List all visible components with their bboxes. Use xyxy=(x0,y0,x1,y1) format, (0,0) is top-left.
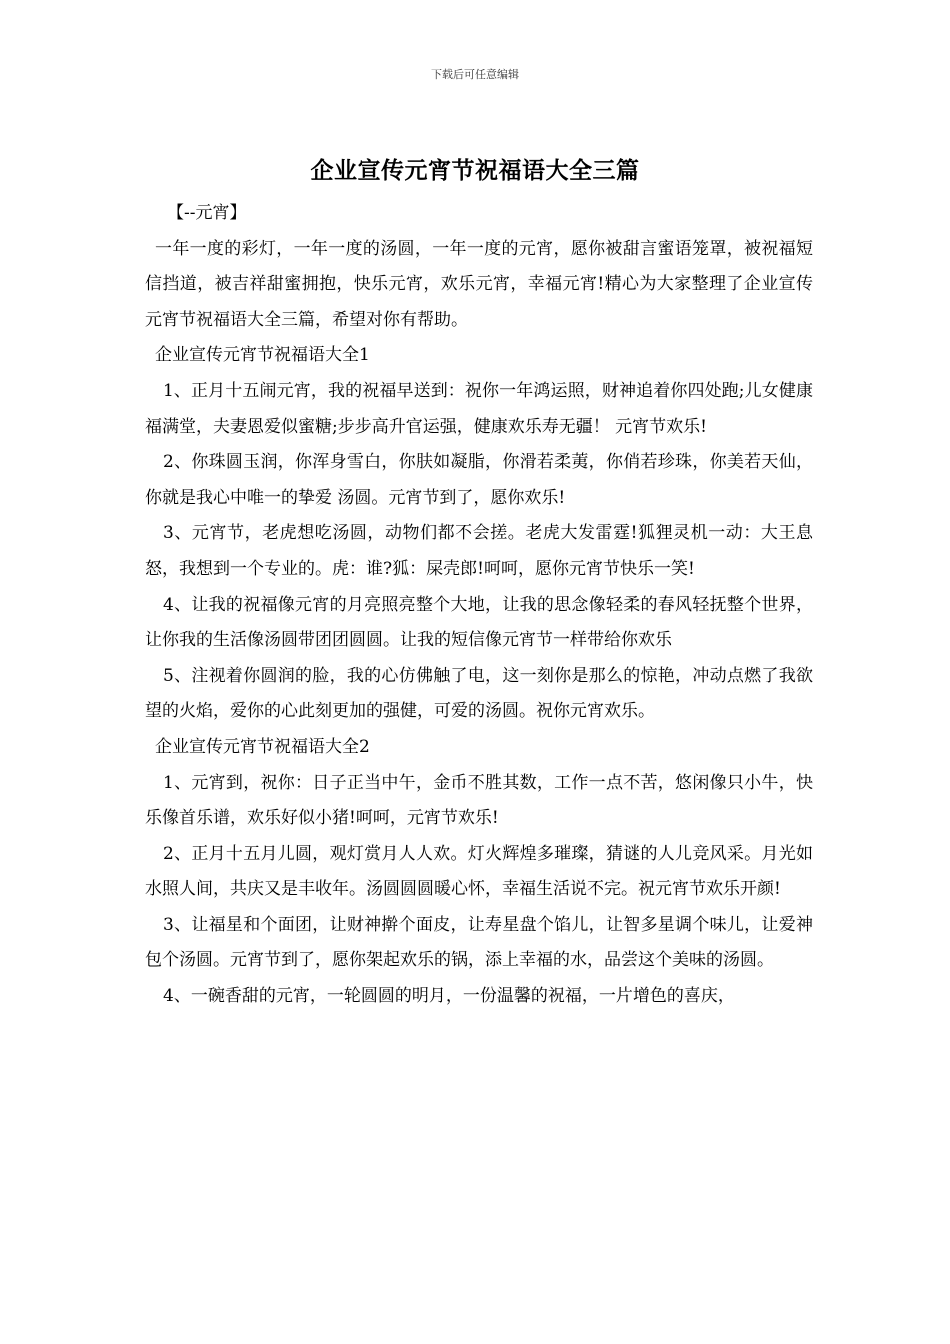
section-heading-1: 企业宣传元宵节祝福语大全1 xyxy=(155,345,370,366)
section1-item-3: 3、元宵节，老虎想吃汤圆，动物们都不会搓。老虎大发雷霆!狐狸灵机一动：大王息怒，我想到一个专业的。虎：谁?狐：屎壳郎!呵呵，愿你元宵节快乐一笑! xyxy=(145,523,813,579)
section2-item-4: 4、一碗香甜的元宵，一轮圆圆的明月，一份温馨的祝福，一片增色的喜庆， xyxy=(163,986,735,1007)
document-title: 企业宣传元宵节祝福语大全三篇 xyxy=(310,157,640,184)
section1-item-1: 1、正月十五闹元宵，我的祝福早送到：祝你一年鸿运照，财神追着你四处跑;儿女健康福满堂，夫妻恩爱似蜜糖;步步高升官运强，健康欢乐寿无疆！ 元宵节欢乐! xyxy=(145,380,813,437)
intro-paragraph: 一年一度的彩灯，一年一度的汤圆，一年一度的元宵，愿你被甜言蜜语笼罩，被祝福短信挡道，被吉祥甜蜜拥抱，快乐元宵，欢乐元宵，幸福元宵!精心为大家整理了企业宣传元宵节祝福语大全三篇，希望对你有帮助。 xyxy=(145,238,813,330)
section-heading-2: 企业宣传元宵节祝福语大全2 xyxy=(155,736,370,757)
section1-item-4: 4、让我的祝福像元宵的月亮照亮整个大地，让我的思念像轻柔的春风轻抚整个世界，让你我的生活像汤圆带团团圆圆。让我的短信像元宵节一样带给你欢乐 xyxy=(145,594,813,651)
section2-item-2: 2、正月十五月儿圆，观灯赏月人人欢。灯火辉煌多璀璨，猜谜的人儿竞风采。月光如水照人间，共庆又是丰收年。汤圆圆圆暖心怀，幸福生活说不完。祝元宵节欢乐开颜! xyxy=(145,843,813,900)
header-note: 下载后可任意编辑 xyxy=(431,68,519,81)
section1-item-5: 5、注视着你圆润的脸，我的心仿佛触了电，这一刻你是那么的惊艳，冲动点燃了我欲望的火焰，爱你的心此刻更加的强健，可爱的汤圆。祝你元宵欢乐。 xyxy=(145,665,813,722)
document-body xyxy=(145,196,813,1015)
category-tag: 【--元宵】 xyxy=(167,203,247,223)
section2-item-3: 3、让福星和个面团，让财神擀个面皮，让寿星盘个馅儿，让智多星调个味儿，让爱神包个汤圆。元宵节到了，愿你架起欢乐的锅，添上幸福的水，品尝这个美味的汤圆。 xyxy=(145,914,813,971)
section2-item-1: 1、元宵到，祝你：日子正当中午，金币不胜其数，工作一点不苦，悠闲像只小牛，快乐像首乐谱，欢乐好似小猪!呵呵，元宵节欢乐! xyxy=(145,772,813,829)
section1-item-2: 2、你珠圆玉润，你浑身雪白，你肤如凝脂，你滑若柔荑，你俏若珍珠，你美若天仙，你就是我心中唯一的挚爱 汤圆。元宵节到了，愿你欢乐! xyxy=(145,452,813,508)
